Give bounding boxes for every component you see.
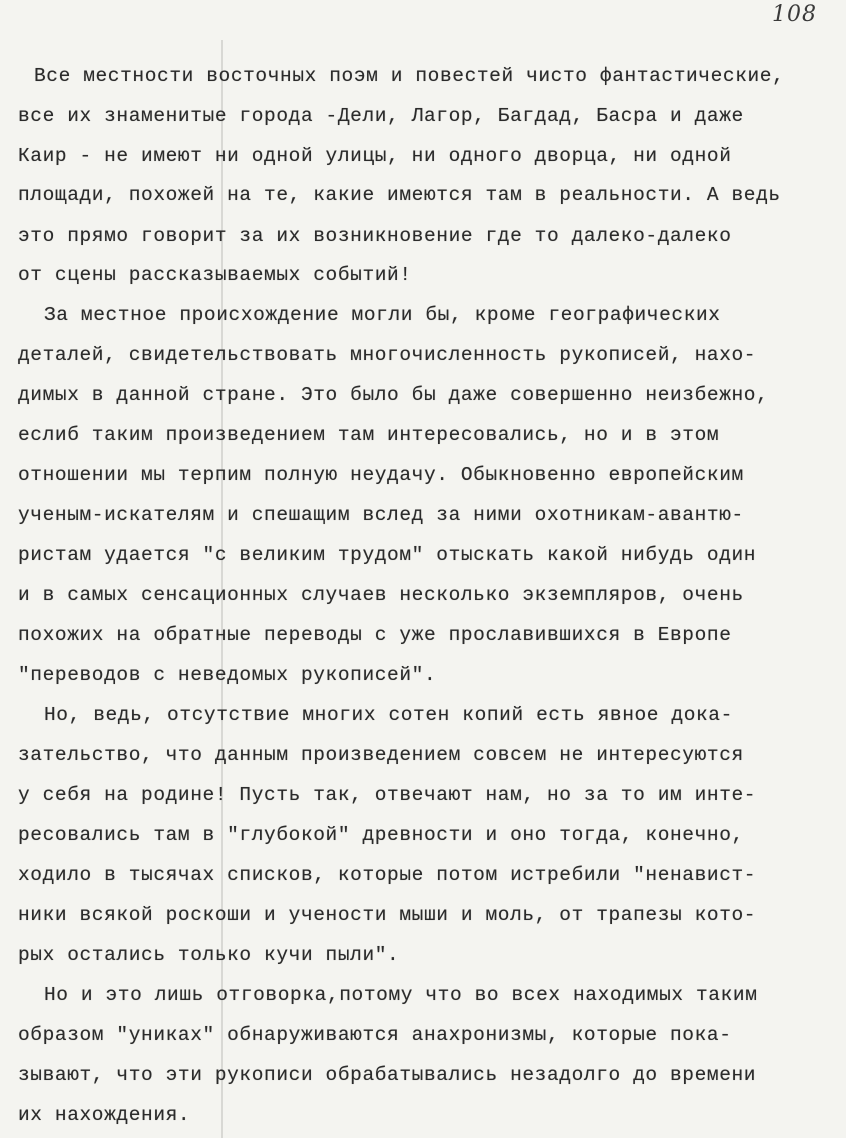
text-line: Все местности восточных поэм и повестей чисто фантастические, xyxy=(34,65,785,87)
text-line: деталей, свидетельствовать многочисленность рукописей, нахо- xyxy=(18,344,757,366)
text-line: у себя на родине! Пусть так, отвечают нам, но за то им инте- xyxy=(18,784,757,806)
text-line: образом "униках" обнаруживаются анахронизмы, которые пока- xyxy=(18,1024,732,1046)
text-line: похожих на обратные переводы с уже прославившихся в Европе xyxy=(18,624,732,646)
text-line: площади, похожей на те, какие имеются там в реальности. А ведь xyxy=(18,184,781,206)
text-line: это прямо говорит за их возникновение где то далеко-далеко xyxy=(18,225,732,247)
text-line: За местное происхождение могли бы, кроме географических xyxy=(44,304,721,326)
text-line: Но и это лишь отговорка,потому что во всех находимых таким xyxy=(44,984,758,1006)
text-line: Но, ведь, отсутствие многих сотен копий есть явное дока- xyxy=(44,704,733,726)
text-line: димых в данной стране. Это было бы даже совершенно неизбежно, xyxy=(18,384,769,406)
text-line: "переводов с неведомых рукописей". xyxy=(18,664,437,686)
text-line: ристам удается "с великим трудом" отыскать какой нибудь один xyxy=(18,544,757,566)
text-line: ученым-искателям и спешащим вслед за ними охотникам-авантю- xyxy=(18,504,744,526)
text-line: зывают, что эти рукописи обрабатывались незадолго до времени xyxy=(18,1064,757,1086)
text-line: их нахождения. xyxy=(18,1104,191,1126)
text-line: зательство, что данным произведением совсем не интересуются xyxy=(18,744,744,766)
text-line: отношении мы терпим полную неудачу. Обыкновенно европейским xyxy=(18,464,744,486)
page-number: 108 xyxy=(772,2,817,27)
text-line: Каир - не имеют ни одной улицы, ни одного дворца, ни одной xyxy=(18,145,732,167)
text-line: от сцены рассказываемых событий! xyxy=(18,264,412,286)
text-line: и в самых сенсационных случаев несколько экземпляров, очень xyxy=(18,584,744,606)
text-line: ходило в тысячах списков, которые потом истребили "ненавист- xyxy=(18,864,757,886)
text-line: еслиб таким произведением там интересовались, но и в этом xyxy=(18,424,720,446)
text-line: рых остались только кучи пыли". xyxy=(18,944,400,966)
text-line: все их знаменитые города -Дели, Лагор, Багдад, Басра и даже xyxy=(18,105,744,127)
text-line: ресовались там в "глубокой" древности и оно тогда, конечно, xyxy=(18,824,744,846)
text-line: ники всякой роскоши и учености мыши и моль, от трапезы кото- xyxy=(18,904,757,926)
